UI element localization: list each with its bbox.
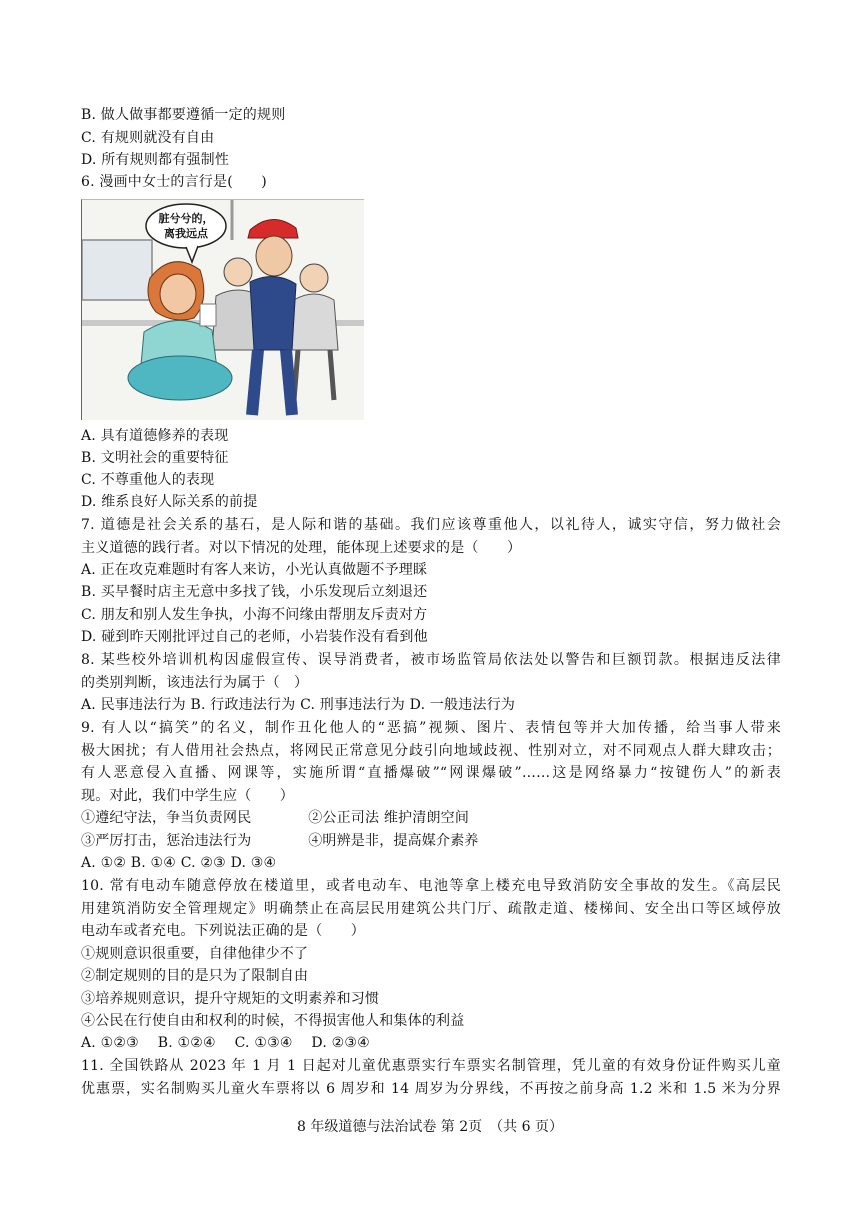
speech-bubble-line-1: 脏兮兮的， [158,212,214,225]
question-7-line-1: 7. 道德是社会关系的基石，是人际和谐的基础。我们应该尊重他人，以礼待人，诚实守信，努力做社会 [81,517,781,533]
question-11-line-2: 优惠票，实名制购买儿童火车票将以 6 周岁和 14 周岁为分界线，不再按之前身高 1.2 米和 1.5 米为分界 [81,1081,781,1097]
option-a-q7: A. 正在攻克难题时有客人来访，小光认真做题不予理睬 [81,562,428,578]
question-9-line-4: 现。对此，我们中学生应（ ） [81,788,294,804]
speech-bubble-line-2: 离我远点 [164,227,208,240]
option-b-q6: B. 文明社会的重要特征 [81,450,229,466]
statement-q10-3: ③培养规则意识，提升守规矩的文明素养和习惯 [81,991,380,1007]
statement-q10-1: ①规则意识很重要，自律他律少不了 [81,946,309,962]
comic-illustration [81,199,364,420]
option-b-q7: B. 买早餐时店主无意中多找了钱，小乐发现后立刻退还 [81,584,428,600]
option-b-q5: B. 做人做事都要遵循一定的规则 [81,107,286,123]
option-d-q6: D. 维系良好人际关系的前提 [81,494,258,510]
question-9-line-2: 极大困扰；有人借用社会热点，将网民正常意见分歧引向地域歧视、性别对立，对不同观点人群大肆攻击； [81,743,781,759]
option-d-q5: D. 所有规则都有强制性 [81,152,230,168]
question-10-line-2: 用建筑消防安全管理规定》明确禁止在高层民用建筑公共门厅、疏散走道、楼梯间、安全出口等区域停放 [81,901,781,917]
statement-q10-4: ④公民在行使自由和权利的时候，不得损害他人和集体的利益 [81,1013,465,1029]
question-11-line-1: 11. 全国铁路从 2023 年 1 月 1 日起对儿童优惠票实行车票实名制管理，凭儿童的有效身份证件购买儿童 [81,1058,781,1074]
question-9-line-1: 9. 有人以“搞笑”的名义，制作丑化他人的“恶搞”视频、图片、表情包等并大加传播，给当事人带来 [81,720,781,736]
question-7-line-2: 主义道德的践行者。对以下情况的处理，能体现上述要求的是（ ） [81,540,522,556]
statement-q10-2: ②制定规则的目的是只为了限制自由 [81,968,309,984]
options-q8: A. 民事违法行为 B. 行政违法行为 C. 刑事违法行为 D. 一般违法行为 [81,697,516,713]
option-c-q7: C. 朋友和别人发生争执，小海不问缘由帮朋友斥责对方 [81,607,428,623]
statements-q9-1: ①遵纪守法，争当负责网民 ②公正司法 维护清朗空间 [81,810,470,826]
option-a-q6: A. 具有道德修养的表现 [81,428,229,444]
question-10-line-3: 电动车或者充电。下列说法正确的是（ ） [81,923,365,939]
page-footer: 8 年级道德与法治试卷 第 2页 （共 6 页） [297,1119,563,1135]
question-9-line-3: 有人恶意侵入直播、网课等，实施所谓“直播爆破”“网课爆破”……这是网络暴力“按键伤人”的新表 [81,765,781,781]
question-10-line-1: 10. 常有电动车随意停放在楼道里，或者电动车、电池等拿上楼充电导致消防安全事故的发生。《高层民 [81,878,781,894]
option-d-q7: D. 碰到昨天刚批评过自己的老师，小岩装作没有看到他 [81,629,428,645]
question-6: 6. 漫画中女士的言行是( ) [81,174,267,190]
statements-q9-2: ③严厉打击，惩治违法行为 ④明辨是非，提高媒介素养 [81,833,479,849]
option-c-q6: C. 不尊重他人的表现 [81,472,215,488]
question-8-line-1: 8. 某些校外培训机构因虚假宣传、误导消费者，被市场监管局依法处以警告和巨额罚款。根据违反法律 [81,652,781,668]
comic-drawing [82,200,364,420]
option-c-q5: C. 有规则就没有自由 [81,130,215,146]
question-8-line-2: 的类别判断，该违法行为属于（ ） [81,675,309,691]
options-q10: A. ①②③ B. ①②④ C. ①③④ D. ②③④ [81,1035,370,1051]
options-q9: A. ①② B. ①④ C. ②③ D. ③④ [81,855,277,871]
